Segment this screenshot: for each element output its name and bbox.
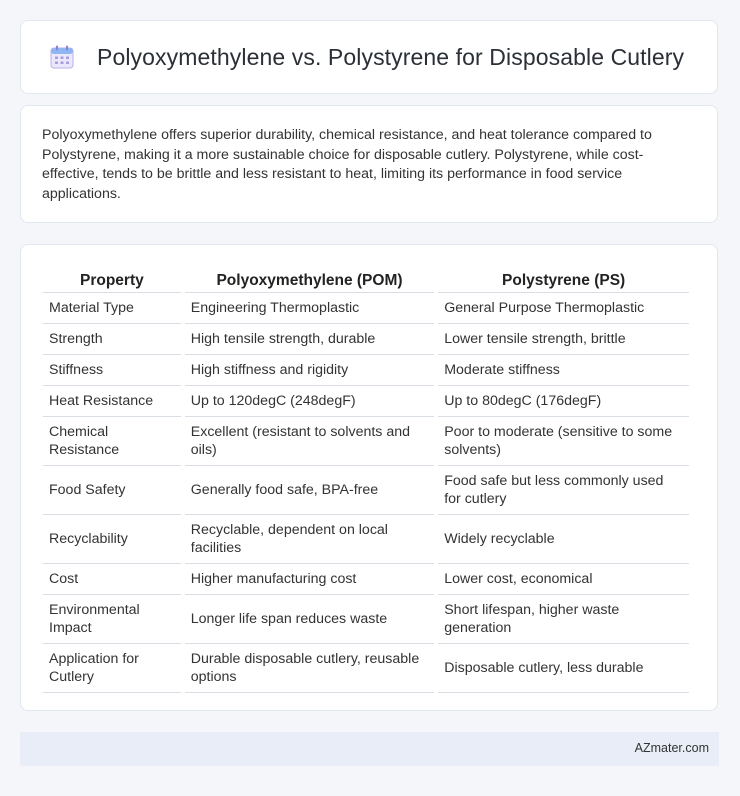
cell-pom: Longer life span reduces waste <box>185 595 434 644</box>
cell-pom: Higher manufacturing cost <box>185 564 434 595</box>
column-header-pom: Polyoxymethylene (POM) <box>185 263 434 293</box>
cell-pom: Durable disposable cutlery, reusable options <box>185 644 434 693</box>
cell-pom: Engineering Thermoplastic <box>185 293 434 324</box>
table-row <box>43 466 689 515</box>
page-title: Polyoxymethylene vs. Polystyrene for Disposable Cutlery <box>97 43 685 70</box>
cell-property: Food Safety <box>43 466 181 515</box>
table-row <box>43 515 689 564</box>
cell-property: Application for Cutlery <box>43 644 181 693</box>
cell-pom: Generally food safe, BPA-free <box>185 466 434 515</box>
cell-ps: Lower cost, economical <box>438 564 689 595</box>
cell-ps: Poor to moderate (sensitive to some solvents) <box>438 417 689 466</box>
cell-pom: Excellent (resistant to solvents and oils) <box>185 417 434 466</box>
cell-pom: Recyclable, dependent on local facilities <box>185 515 434 564</box>
cell-ps: Disposable cutlery, less durable <box>438 644 689 693</box>
footer-bar <box>20 732 719 766</box>
cell-pom: Up to 120degC (248degF) <box>185 386 434 417</box>
table-row <box>43 595 689 644</box>
cell-ps: Food safe but less commonly used for cutlery <box>438 466 689 515</box>
cell-property: Stiffness <box>43 355 181 386</box>
cell-property: Cost <box>43 564 181 595</box>
cell-ps: Short lifespan, higher waste generation <box>438 595 689 644</box>
table-row <box>43 386 689 417</box>
cell-pom: High tensile strength, durable <box>185 324 434 355</box>
cell-property: Recyclability <box>43 515 181 564</box>
cell-property: Strength <box>43 324 181 355</box>
cell-property: Material Type <box>43 293 181 324</box>
column-header-ps: Polystyrene (PS) <box>438 263 689 293</box>
cell-ps: Moderate stiffness <box>438 355 689 386</box>
cell-ps: Lower tensile strength, brittle <box>438 324 689 355</box>
header-card <box>20 20 718 94</box>
table-row <box>43 355 689 386</box>
table-row <box>43 564 689 595</box>
comparison-table <box>39 263 693 693</box>
table-card <box>20 244 718 711</box>
cell-ps: Widely recyclable <box>438 515 689 564</box>
cell-ps: Up to 80degC (176degF) <box>438 386 689 417</box>
cell-property: Heat Resistance <box>43 386 181 417</box>
summary-card <box>20 105 718 223</box>
table-row <box>43 293 689 324</box>
cell-pom: High stiffness and rigidity <box>185 355 434 386</box>
cell-property: Environmental Impact <box>43 595 181 644</box>
cell-property: Chemical Resistance <box>43 417 181 466</box>
footer-site-link[interactable]: AZmater.com <box>634 741 709 755</box>
table-row <box>43 417 689 466</box>
column-header-property: Property <box>43 263 181 293</box>
cell-ps: General Purpose Thermoplastic <box>438 293 689 324</box>
calendar-icon <box>49 44 75 70</box>
table-header-row <box>43 263 689 293</box>
summary-text: Polyoxymethylene offers superior durability, chemical resistance, and heat tolerance compared to Polystyrene, making it a more sustainable choice for disposable cutlery. Polystyrene, while cost-effective, tends to be brittle and less resistant to heat, limiting its performance in food service applications. <box>42 127 652 202</box>
table-row <box>43 644 689 693</box>
table-row <box>43 324 689 355</box>
